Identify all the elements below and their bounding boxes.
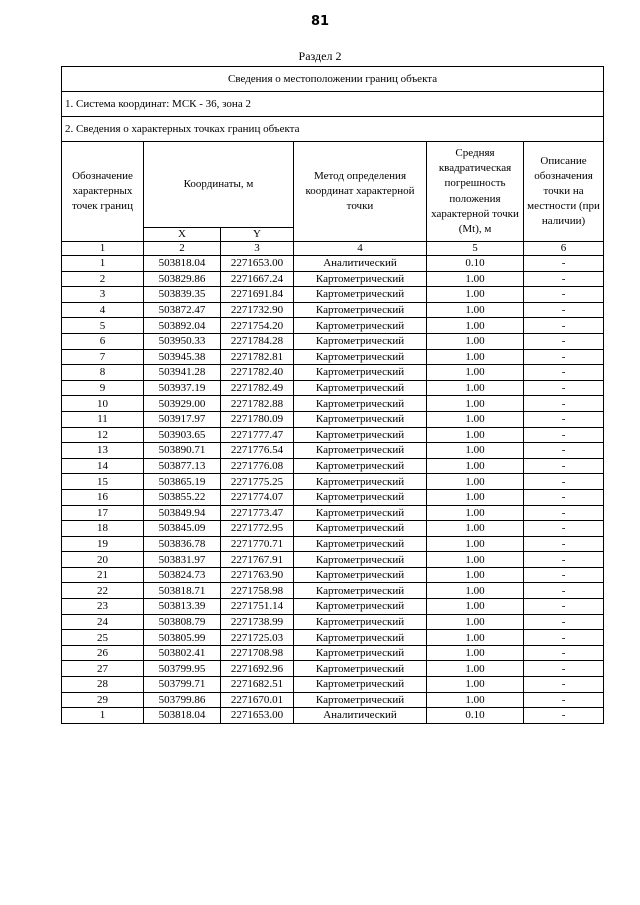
method: Картометрический (294, 505, 427, 521)
x-coordinate: 503808.79 (144, 614, 221, 630)
rms-error: 1.00 (427, 380, 524, 396)
x-coordinate: 503799.86 (144, 692, 221, 708)
rms-error: 0.10 (427, 708, 524, 724)
x-coordinate: 503818.04 (144, 708, 221, 724)
point-number: 4 (62, 302, 144, 318)
rms-error: 1.00 (427, 692, 524, 708)
method: Картометрический (294, 411, 427, 427)
point-number: 23 (62, 599, 144, 615)
header-method: Метод определения координат характерной точки (294, 142, 427, 242)
col-num-3: 3 (221, 242, 294, 256)
method: Картометрический (294, 521, 427, 537)
header-x: X (144, 228, 221, 242)
rms-error: 1.00 (427, 536, 524, 552)
method: Картометрический (294, 349, 427, 365)
rms-error: 1.00 (427, 411, 524, 427)
y-coordinate: 2271782.40 (221, 365, 294, 381)
table-row (62, 552, 604, 568)
description: - (524, 489, 604, 505)
rms-error: 1.00 (427, 567, 524, 583)
description: - (524, 552, 604, 568)
y-coordinate: 2271691.84 (221, 287, 294, 303)
y-coordinate: 2271774.07 (221, 489, 294, 505)
rms-error: 1.00 (427, 599, 524, 615)
y-coordinate: 2271682.51 (221, 677, 294, 693)
table-row (62, 661, 604, 677)
method: Картометрический (294, 552, 427, 568)
x-coordinate: 503799.71 (144, 677, 221, 693)
point-number: 11 (62, 411, 144, 427)
rms-error: 0.10 (427, 256, 524, 272)
point-number: 19 (62, 536, 144, 552)
y-coordinate: 2271767.91 (221, 552, 294, 568)
method: Картометрический (294, 567, 427, 583)
y-coordinate: 2271653.00 (221, 256, 294, 272)
x-coordinate: 503892.04 (144, 318, 221, 334)
point-number: 9 (62, 380, 144, 396)
table-row (62, 287, 604, 303)
header-description: Описание обозначения точки на местности (при наличии) (524, 142, 604, 242)
rms-error: 1.00 (427, 505, 524, 521)
x-coordinate: 503855.22 (144, 489, 221, 505)
table-row (62, 349, 604, 365)
x-coordinate: 503824.73 (144, 567, 221, 583)
description: - (524, 411, 604, 427)
header-coordinates: Координаты, м (144, 142, 294, 228)
method: Картометрический (294, 474, 427, 490)
y-coordinate: 2271772.95 (221, 521, 294, 537)
y-coordinate: 2271725.03 (221, 630, 294, 646)
description: - (524, 505, 604, 521)
method: Картометрический (294, 645, 427, 661)
description: - (524, 521, 604, 537)
method: Картометрический (294, 583, 427, 599)
x-coordinate: 503849.94 (144, 505, 221, 521)
point-number: 21 (62, 567, 144, 583)
x-coordinate: 503945.38 (144, 349, 221, 365)
rms-error: 1.00 (427, 287, 524, 303)
y-coordinate: 2271784.28 (221, 333, 294, 349)
table-row (62, 474, 604, 490)
point-number: 6 (62, 333, 144, 349)
y-coordinate: 2271751.14 (221, 599, 294, 615)
method: Картометрический (294, 318, 427, 334)
point-number: 15 (62, 474, 144, 490)
point-number: 18 (62, 521, 144, 537)
rms-error: 1.00 (427, 552, 524, 568)
table-row (62, 677, 604, 693)
x-coordinate: 503818.71 (144, 583, 221, 599)
y-coordinate: 2271777.47 (221, 427, 294, 443)
rms-error: 1.00 (427, 302, 524, 318)
method: Картометрический (294, 630, 427, 646)
point-number: 3 (62, 287, 144, 303)
y-coordinate: 2271738.99 (221, 614, 294, 630)
x-coordinate: 503877.13 (144, 458, 221, 474)
col-num-4: 4 (294, 242, 427, 256)
description: - (524, 677, 604, 693)
y-coordinate: 2271758.98 (221, 583, 294, 599)
description: - (524, 443, 604, 459)
x-coordinate: 503865.19 (144, 474, 221, 490)
description: - (524, 256, 604, 272)
method: Картометрический (294, 614, 427, 630)
rms-error: 1.00 (427, 396, 524, 412)
table-row (62, 708, 604, 724)
section-label: Раздел 2 (298, 49, 342, 63)
rms-error: 1.00 (427, 427, 524, 443)
description: - (524, 380, 604, 396)
rms-error: 1.00 (427, 489, 524, 505)
point-number: 27 (62, 661, 144, 677)
rms-error: 1.00 (427, 474, 524, 490)
description: - (524, 365, 604, 381)
method: Картометрический (294, 536, 427, 552)
table-row (62, 318, 604, 334)
description: - (524, 271, 604, 287)
point-number: 16 (62, 489, 144, 505)
y-coordinate: 2271782.49 (221, 380, 294, 396)
description: - (524, 287, 604, 303)
rms-error: 1.00 (427, 521, 524, 537)
column-number-row (62, 242, 604, 256)
table-row (62, 411, 604, 427)
description: - (524, 599, 604, 615)
table-row (62, 583, 604, 599)
point-number: 12 (62, 427, 144, 443)
description: - (524, 349, 604, 365)
description: - (524, 692, 604, 708)
table-row (62, 427, 604, 443)
method: Картометрический (294, 458, 427, 474)
rms-error: 1.00 (427, 318, 524, 334)
description: - (524, 630, 604, 646)
x-coordinate: 503872.47 (144, 302, 221, 318)
method: Картометрический (294, 443, 427, 459)
description: - (524, 333, 604, 349)
description: - (524, 318, 604, 334)
point-number: 17 (62, 505, 144, 521)
method: Аналитический (294, 708, 427, 724)
rms-error: 1.00 (427, 365, 524, 381)
x-coordinate: 503813.39 (144, 599, 221, 615)
description: - (524, 396, 604, 412)
y-coordinate: 2271708.98 (221, 645, 294, 661)
table-row (62, 521, 604, 537)
point-number: 2 (62, 271, 144, 287)
description: - (524, 302, 604, 318)
rms-error: 1.00 (427, 583, 524, 599)
table-row (62, 302, 604, 318)
point-number: 29 (62, 692, 144, 708)
point-number: 26 (62, 645, 144, 661)
point-number: 14 (62, 458, 144, 474)
table-row (62, 630, 604, 646)
x-coordinate: 503818.04 (144, 256, 221, 272)
y-coordinate: 2271754.20 (221, 318, 294, 334)
table-row (62, 645, 604, 661)
method: Аналитический (294, 256, 427, 272)
rms-error: 1.00 (427, 661, 524, 677)
x-coordinate: 503802.41 (144, 645, 221, 661)
x-coordinate: 503917.97 (144, 411, 221, 427)
table-row (62, 380, 604, 396)
y-coordinate: 2271776.54 (221, 443, 294, 459)
y-coordinate: 2271692.96 (221, 661, 294, 677)
table-row (62, 333, 604, 349)
point-number: 13 (62, 443, 144, 459)
method: Картометрический (294, 677, 427, 693)
y-coordinate: 2271782.88 (221, 396, 294, 412)
header-rms: Средняя квадратическая погрешность положения характерной точки (Mt), м (427, 142, 524, 242)
method: Картометрический (294, 599, 427, 615)
rms-error: 1.00 (427, 349, 524, 365)
table-row (62, 256, 604, 272)
header-y: Y (221, 228, 294, 242)
method: Картометрический (294, 489, 427, 505)
x-coordinate: 503831.97 (144, 552, 221, 568)
rms-error: 1.00 (427, 614, 524, 630)
method: Картометрический (294, 427, 427, 443)
table-row (62, 458, 604, 474)
x-coordinate: 503941.28 (144, 365, 221, 381)
col-num-1: 1 (62, 242, 144, 256)
y-coordinate: 2271773.47 (221, 505, 294, 521)
x-coordinate: 503839.35 (144, 287, 221, 303)
rms-error: 1.00 (427, 271, 524, 287)
method: Картометрический (294, 302, 427, 318)
method: Картометрический (294, 271, 427, 287)
method: Картометрический (294, 365, 427, 381)
method: Картометрический (294, 661, 427, 677)
y-coordinate: 2271653.00 (221, 708, 294, 724)
description: - (524, 427, 604, 443)
method: Картометрический (294, 692, 427, 708)
x-coordinate: 503929.00 (144, 396, 221, 412)
description: - (524, 474, 604, 490)
x-coordinate: 503937.19 (144, 380, 221, 396)
x-coordinate: 503845.09 (144, 521, 221, 537)
description: - (524, 708, 604, 724)
table-row (62, 365, 604, 381)
method: Картометрический (294, 380, 427, 396)
rms-error: 1.00 (427, 630, 524, 646)
description: - (524, 536, 604, 552)
point-number: 20 (62, 552, 144, 568)
rms-error: 1.00 (427, 458, 524, 474)
description: - (524, 583, 604, 599)
point-number: 1 (62, 708, 144, 724)
table-row (62, 614, 604, 630)
rms-error: 1.00 (427, 677, 524, 693)
col-num-2: 2 (144, 242, 221, 256)
y-coordinate: 2271670.01 (221, 692, 294, 708)
y-coordinate: 2271667.24 (221, 271, 294, 287)
x-coordinate: 503829.86 (144, 271, 221, 287)
point-number: 28 (62, 677, 144, 693)
x-coordinate: 503799.95 (144, 661, 221, 677)
y-coordinate: 2271775.25 (221, 474, 294, 490)
y-coordinate: 2271782.81 (221, 349, 294, 365)
y-coordinate: 2271763.90 (221, 567, 294, 583)
rms-error: 1.00 (427, 645, 524, 661)
table-title: Сведения о местоположении границ объекта (62, 67, 604, 92)
x-coordinate: 503890.71 (144, 443, 221, 459)
table-row (62, 271, 604, 287)
x-coordinate: 503805.99 (144, 630, 221, 646)
col-num-5: 5 (427, 242, 524, 256)
rms-error: 1.00 (427, 333, 524, 349)
y-coordinate: 2271780.09 (221, 411, 294, 427)
coordinate-system-row: 1. Система координат: МСК - 36, зона 2 (62, 92, 604, 117)
point-number: 7 (62, 349, 144, 365)
point-number: 5 (62, 318, 144, 334)
point-number: 24 (62, 614, 144, 630)
description: - (524, 661, 604, 677)
description: - (524, 614, 604, 630)
table-row (62, 443, 604, 459)
table-row (62, 536, 604, 552)
rms-error: 1.00 (427, 443, 524, 459)
x-coordinate: 503950.33 (144, 333, 221, 349)
point-number: 22 (62, 583, 144, 599)
page-number: 81 (310, 14, 330, 29)
method: Картометрический (294, 333, 427, 349)
table-row (62, 489, 604, 505)
point-number: 25 (62, 630, 144, 646)
description: - (524, 567, 604, 583)
x-coordinate: 503836.78 (144, 536, 221, 552)
description: - (524, 645, 604, 661)
point-number: 8 (62, 365, 144, 381)
y-coordinate: 2271770.71 (221, 536, 294, 552)
table-row (62, 505, 604, 521)
point-number: 1 (62, 256, 144, 272)
y-coordinate: 2271732.90 (221, 302, 294, 318)
boundary-points-table (61, 66, 604, 724)
table-row (62, 396, 604, 412)
x-coordinate: 503903.65 (144, 427, 221, 443)
table-row (62, 692, 604, 708)
header-designation: Обозначение характерных точек границ (62, 142, 144, 242)
table-row (62, 599, 604, 615)
table-row (62, 567, 604, 583)
points-heading-row: 2. Сведения о характерных точках границ объекта (62, 117, 604, 142)
description: - (524, 458, 604, 474)
y-coordinate: 2271776.08 (221, 458, 294, 474)
method: Картометрический (294, 287, 427, 303)
point-number: 10 (62, 396, 144, 412)
method: Картометрический (294, 396, 427, 412)
col-num-6: 6 (524, 242, 604, 256)
